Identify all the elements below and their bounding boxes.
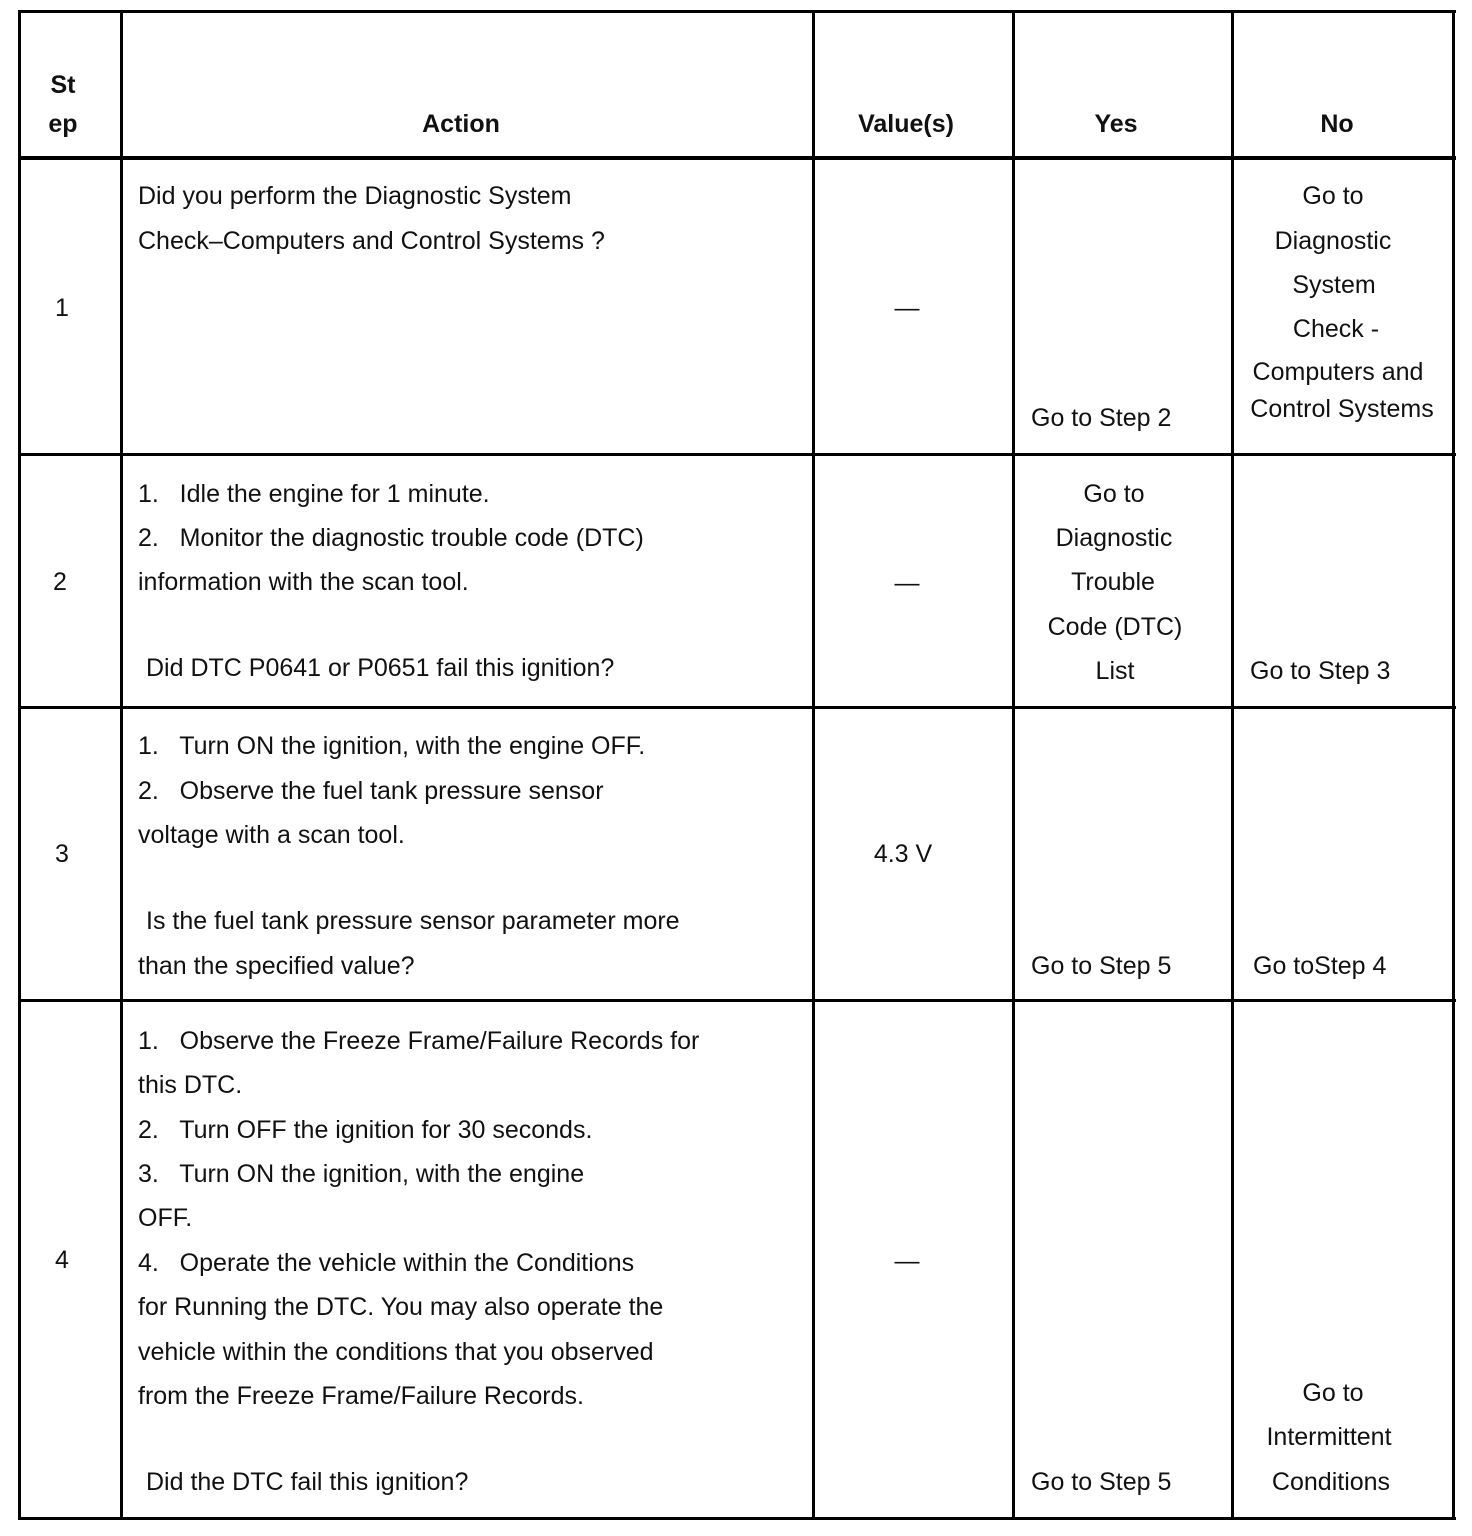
action-line: information with the scan tool.	[138, 568, 469, 596]
yes-cell-line: List	[1095, 657, 1135, 685]
header-values: Value(s)	[858, 110, 954, 138]
header-no: No	[1320, 110, 1354, 138]
action-line: 1. Observe the Freeze Frame/Failure Records for	[138, 1027, 700, 1055]
header-step-part1: St	[50, 71, 76, 99]
no-cell-line: Go to	[1302, 182, 1364, 210]
value-cell: —	[894, 1247, 920, 1275]
yes-cell-line: Go to	[1083, 480, 1145, 508]
yes-cell-line: Go to Step 5	[1031, 952, 1172, 980]
no-cell-line: Computers and	[1252, 358, 1424, 386]
header-action: Action	[422, 110, 500, 138]
value-cell: —	[894, 569, 920, 597]
table-border-top	[18, 10, 1456, 13]
action-line: 2. Turn OFF the ignition for 30 seconds.	[138, 1116, 593, 1144]
no-cell-line: Check -	[1292, 315, 1380, 343]
action-question: than the specified value?	[138, 952, 415, 980]
value-cell: 4.3 V	[873, 840, 933, 868]
yes-cell-line: Trouble	[1071, 568, 1155, 596]
step-number: 2	[53, 568, 67, 596]
no-cell-line: Go to	[1302, 1379, 1364, 1407]
yes-cell-line: Code (DTC)	[1047, 613, 1183, 641]
action-line: 3. Turn ON the ignition, with the engine	[138, 1160, 585, 1188]
action-line: 2. Monitor the diagnostic trouble code (DTC)	[138, 524, 644, 552]
action-line: 1. Idle the engine for 1 minute.	[138, 480, 490, 508]
row-divider	[18, 453, 1456, 456]
column-divider	[812, 10, 815, 1520]
action-line: from the Freeze Frame/Failure Records.	[138, 1382, 584, 1410]
action-line: 2. Observe the fuel tank pressure sensor	[138, 777, 604, 805]
action-question: Did DTC P0641 or P0651 fail this ignition?	[146, 654, 615, 682]
step-number: 1	[55, 294, 69, 322]
column-divider	[1231, 10, 1234, 1520]
yes-cell-line: Diagnostic	[1055, 524, 1173, 552]
no-cell-line: Control Systems	[1250, 395, 1434, 423]
action-line: Did you perform the Diagnostic System	[138, 182, 572, 210]
table-border-left	[18, 10, 21, 1520]
row-divider	[18, 999, 1456, 1002]
no-cell-line: Go toStep 4	[1253, 952, 1387, 980]
table-border-bottom	[18, 1517, 1456, 1520]
no-cell-line: System	[1292, 271, 1376, 299]
no-cell-line: Conditions	[1271, 1468, 1391, 1496]
action-line: this DTC.	[138, 1071, 243, 1099]
action-line: 4. Operate the vehicle within the Conditions	[138, 1249, 635, 1277]
table-border-right	[1452, 10, 1455, 1520]
row-divider	[18, 706, 1456, 709]
action-question: Did the DTC fail this ignition?	[146, 1468, 469, 1496]
no-cell-line: Diagnostic	[1274, 227, 1392, 255]
yes-cell-line: Go to Step 5	[1031, 1468, 1172, 1496]
action-line: OFF.	[138, 1204, 193, 1232]
no-cell-line: Intermittent	[1266, 1423, 1392, 1451]
action-line: Check–Computers and Control Systems ?	[138, 227, 605, 255]
action-line: 1. Turn ON the ignition, with the engine OFF.	[138, 732, 646, 760]
no-cell-line: Go to Step 3	[1250, 657, 1391, 685]
action-question: Is the fuel tank pressure sensor parameter more	[146, 907, 680, 935]
header-divider	[18, 156, 1456, 160]
action-line: voltage with a scan tool.	[138, 821, 405, 849]
step-number: 4	[55, 1246, 69, 1274]
action-line: vehicle within the conditions that you observed	[138, 1338, 654, 1366]
column-divider	[1012, 10, 1015, 1520]
header-yes: Yes	[1094, 110, 1138, 138]
action-line: for Running the DTC. You may also operate the	[138, 1293, 664, 1321]
header-step-part2: ep	[48, 110, 78, 138]
yes-cell-line: Go to Step 2	[1031, 404, 1172, 432]
step-number: 3	[55, 840, 69, 868]
column-divider	[120, 10, 123, 1520]
value-cell: —	[894, 294, 920, 322]
